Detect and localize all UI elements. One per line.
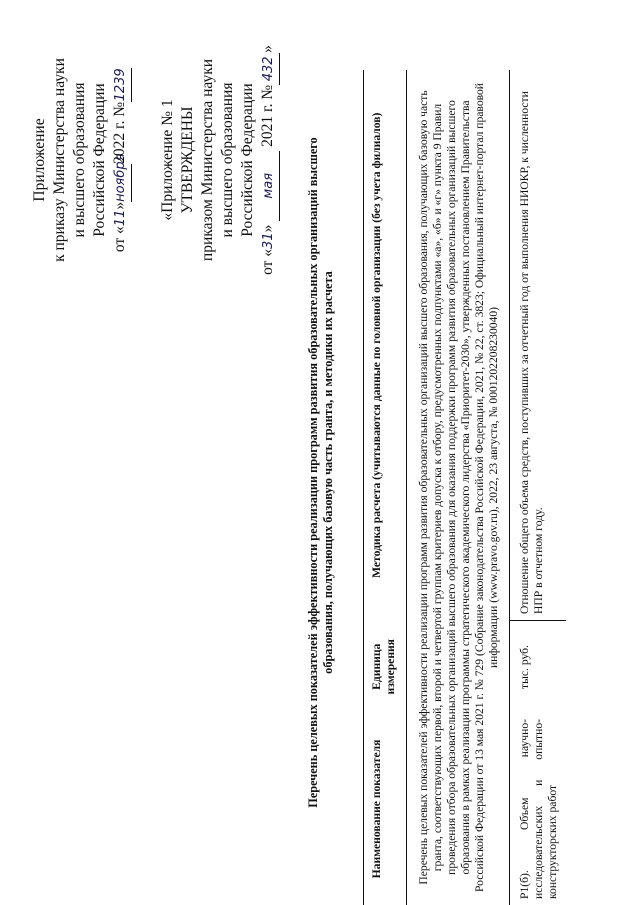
handwritten-number: 1239 bbox=[111, 68, 132, 102]
handwritten-month: ноября bbox=[111, 164, 132, 202]
appendix-date: от «11»ноября2022 г. №1239 bbox=[110, 20, 132, 300]
header-method: Методика расчета (учитываются данные по головной организации (без учета филиалов) bbox=[364, 70, 407, 621]
handwritten-day: 31 bbox=[261, 232, 276, 249]
appendix-line: к приказу Министерства науки bbox=[51, 58, 68, 262]
header-name: Наименование показателя bbox=[364, 713, 407, 905]
handwritten-month: мая bbox=[259, 151, 280, 221]
intro-text: Перечень целевых показателей эффективности реализации программ развития образовательных организаций высшего образования, получающих базовую часть гранта, соответствующих первой, второй и четвертой группам критериев допуска к отбору, предусмотренных подпунктами «а», «б» и «г» пункта 9 Правил проведения отбора образовательных организаций высшего образования для оказания поддержки программ развития образовательных организаций высшего образования в рамках реализации программы стратегического академического лидерства «Приоритет-2030», утвержденных постановлением Правительства Российской Федерации от 13 мая 2021 г. № 729 (Собрание законодательства Российской Федерации, 2021, № 22, ст. 3823; Официальный интернет-портал правовой информации (www.pravo.gov.ru), 2022, 23 августа, № 0001202208230040) bbox=[407, 70, 510, 905]
table-header-row bbox=[364, 70, 407, 905]
row-unit: тыс. руб. bbox=[518, 645, 531, 689]
approved-line: и высшего образования bbox=[219, 82, 236, 238]
handwritten-day: 11 bbox=[113, 209, 128, 227]
header-unit: Единица измерения bbox=[364, 621, 407, 714]
handwritten-number: 432 bbox=[259, 53, 280, 85]
approved-line: Российской Федерации bbox=[239, 83, 256, 237]
approved-line1: «Приложение № 1 bbox=[159, 99, 176, 221]
appendix-block bbox=[30, 20, 280, 300]
appendix-line: и высшего образования bbox=[71, 82, 88, 238]
indicators-table bbox=[363, 70, 566, 905]
table-intro-row bbox=[407, 70, 510, 905]
document-title: Перечень целевых показателей эффективности реализации программ развития образовательных организаций высшего образования, получающих базовую часть гранта, и методики их расчета bbox=[306, 137, 335, 808]
table-row bbox=[510, 70, 567, 905]
row-method: Отношение общего объема средств, поступивших за отчетный год от выполнения НИОКР, к численности НПР в отчетном году. bbox=[510, 70, 567, 621]
approved-line: приказом Министерства науки bbox=[199, 58, 216, 262]
appendix-line: Российской Федерации bbox=[91, 83, 108, 237]
approved-line2: УТВЕРЖДЕНЫ bbox=[179, 106, 196, 214]
approved-date: от «31» мая 2021 г. №432» bbox=[258, 20, 280, 300]
row-name: Р1(б). Объем научно-исследовательских и опытно-конструкторских работ bbox=[518, 719, 559, 899]
appendix-title: Приложение bbox=[31, 118, 48, 202]
